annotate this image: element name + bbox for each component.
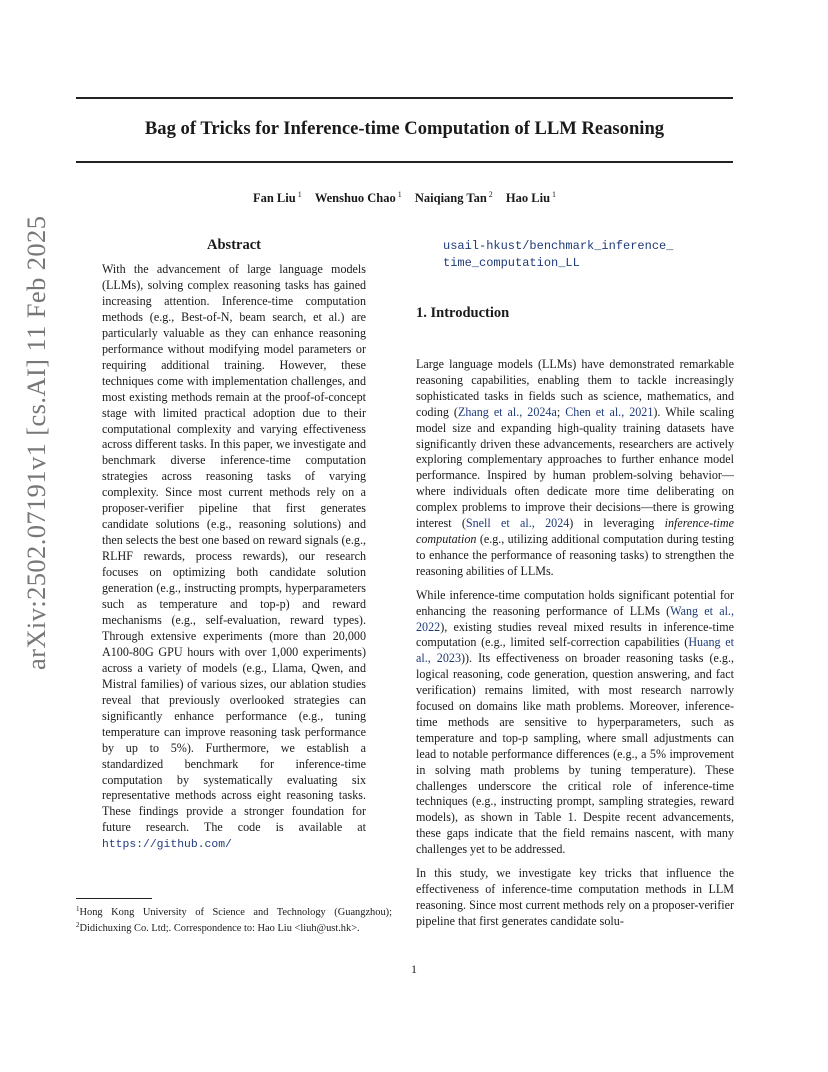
code-url-line[interactable]: usail-hkust/benchmark_inference_ [443, 239, 674, 253]
footnote-rule [76, 898, 152, 899]
title-bottom-rule [76, 161, 733, 163]
arxiv-identifier: arXiv:2502.07191v1 [cs.AI] 11 Feb 2025 [21, 215, 51, 670]
paragraph: While inference-time computation holds significant potential for enhancing the reasoning performance of LLMs (Wang et al., 2022), existing studies reveal mixed results in inference-time computation (e.g., limited self-correction capabilities (Huang et al., 2023)). Its effectiveness on broader reasoning tasks (e.g., logical reasoning, code generation, question answering, and fact verification) remains limited, with most research narrowly focused on domains like math problems. Moreover, inference-time methods are sensitive to hyperparameters, such as temperature and top-p sampling, where small adjustments can lead to notable performance differences (e.g., a 5% improvement in solving math problems by tuning temperature). These challenges underscore the critical role of inference-time techniques (e.g., instructing prompt, sampling strategies, reward models), as shown in Table 1. Despite recent advancements, these gaps indicate that the field remains nascent, with many challenges yet to be addressed. [416, 587, 734, 857]
citation-link[interactable]: Chen et al., 2021 [565, 404, 654, 419]
abstract-heading: Abstract [207, 237, 261, 253]
author-list [76, 190, 733, 206]
title-top-rule [76, 97, 733, 99]
author: Fan Liu $^1$ [252, 190, 302, 205]
affiliation-footnote: $^1$Hong Kong University of Science and Technology (Guangzhou); $^2$Didichuxing Co. Ltd;. Correspondence to: Hao Liu <liuh@ust.hk>. [76, 905, 392, 935]
citation-link[interactable]: Zhang et al., 2024a [457, 404, 557, 419]
abstract-text: With the advancement of large language models (LLMs), solving complex reasoning tasks has gained increasing attention. Inference-time computation methods (e.g., Best-of-N, beam search, et al.) are particularly valuable as they can enhance reasoning performance without modifying model parameters or requiring additional training. However, these techniques come with implementation challenges, and most existing methods remain at the proof-of-concept stage with limited practical adoption due to their computational complexity and varying effectiveness across different tasks. In this paper, we investigate and benchmark diverse inference-time computation strategies across reasoning tasks of varying complexity. Since most current methods rely on a proposer-verifier pipeline that first generates candidate solutions (e.g., reasoning solutions) and then selects the best one based on reward signals (e.g., RLHF rewards, process rewards), our research focuses on optimizing both candidate solution generation (e.g., instructing prompts, hyperparameters such as temperature and top-p) and reward mechanisms (e.g., self-evaluation, reward types). Through extensive experiments (more than 20,000 A100-80G GPU hours with over 1,000 experiments) across a variety of models (e.g., Llama, Qwen, and Mistral families) of various sizes, our ablation studies reveal that previously overlooked strategies can significantly enhance performance (e.g., tuning temperature can improve reasoning task performance by up to 5%). Furthermore, we establish a standardized benchmark for inference-time computation by systematically evaluating six representative methods across eight reasoning tasks. These findings provide a stronger foundation for future research. The code is available at [102, 262, 366, 835]
citation-link[interactable]: Snell et al., 2024 [465, 516, 570, 531]
introduction-heading: 1. Introduction [416, 305, 510, 321]
abstract-body [102, 262, 366, 854]
code-url-continuation[interactable] [443, 238, 743, 272]
page-number: 1 [411, 962, 417, 976]
paragraph: Large language models (LLMs) have demonstrated remarkable reasoning capabilities, enabling them to tackle increasingly sophisticated tasks in fields such as science, mathematics, and coding (Zhang et al., 2024a; Chen et al., 2021). While scaling model size and expanding high-quality training datasets have significantly driven these advancements, researchers are actively exploring complementary approaches to further enhance model performance. Inspired by human problem-solving behavior—where individuals often dedicate more time deliberating on complex problems to improve their decisions—there is growing interest (Snell et al., 2024) in leveraging inference-time computation (e.g., utilizing additional computation during testing to enhance the performance of reasoning tasks) to strengthen the reasoning abilities of LLMs. [416, 357, 735, 578]
paper-title: Bag of Tricks for Inference-time Computation of LLM Reasoning [144, 118, 665, 139]
author: Hao Liu $^1$ [505, 190, 557, 205]
paragraph: In this study, we investigate key tricks that influence the effectiveness of inference-time computation methods in LLM reasoning. Since most current methods rely on a proposer-verifier pipeline that first generates candidate solu- [416, 866, 734, 928]
author: Naiqiang Tan $^2$ [414, 190, 493, 205]
code-url-line[interactable]: time_computation_LL [443, 256, 580, 270]
citation-link[interactable]: Huang et al., 2023 [416, 635, 734, 666]
code-url-link[interactable]: https://github.com/ [102, 839, 232, 852]
citation-link[interactable]: Wang et al., 2022 [416, 603, 734, 634]
introduction-body [416, 357, 734, 938]
author: Wenshuo Chao $^1$ [314, 190, 402, 205]
